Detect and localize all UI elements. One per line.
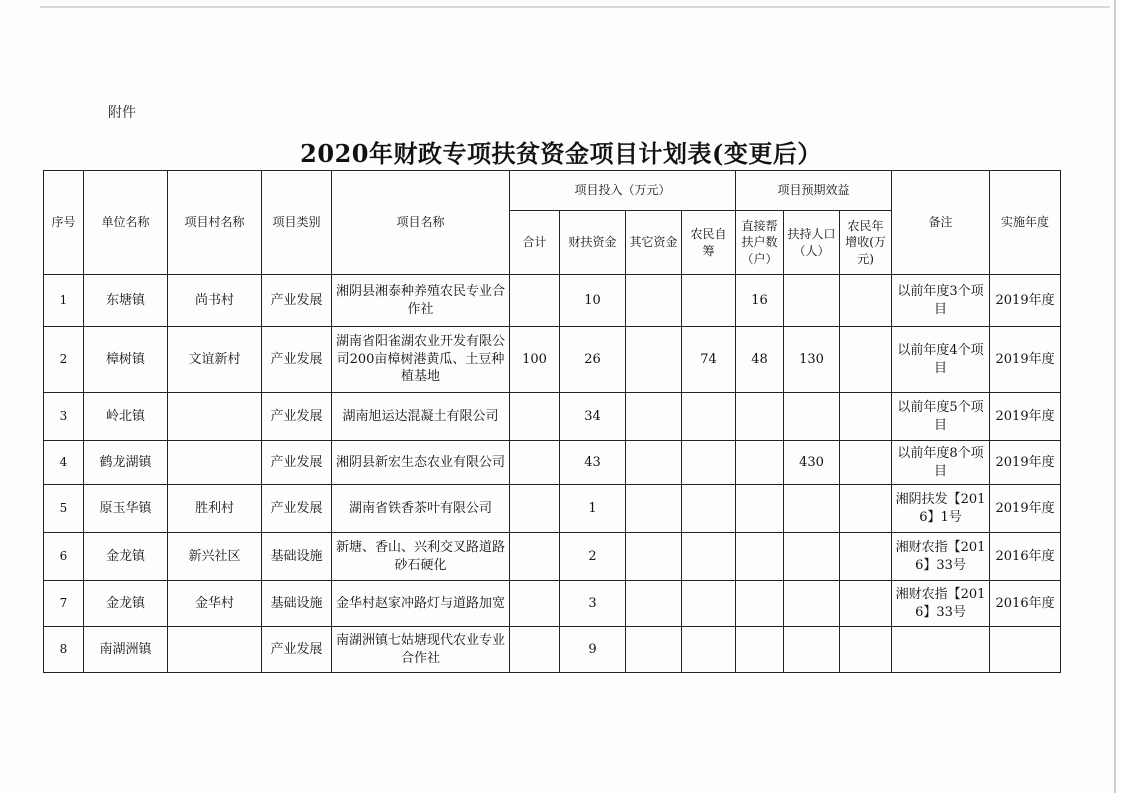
cell-seq: 4 bbox=[44, 441, 84, 485]
cell-fiscal: 1 bbox=[560, 485, 626, 533]
cell-category: 基础设施 bbox=[262, 533, 332, 581]
cell-farmer bbox=[682, 581, 736, 627]
table-row bbox=[44, 581, 1061, 627]
cell-farmer bbox=[682, 627, 736, 673]
cell-households bbox=[736, 627, 784, 673]
cell-fiscal: 43 bbox=[560, 441, 626, 485]
table-row bbox=[44, 441, 1061, 485]
cell-unit: 岭北镇 bbox=[84, 393, 168, 441]
cell-fiscal: 9 bbox=[560, 627, 626, 673]
table-row bbox=[44, 275, 1061, 327]
cell-remarks: 以前年度8个项目 bbox=[892, 441, 990, 485]
cell-seq: 1 bbox=[44, 275, 84, 327]
cell-remarks: 湘阴扶发【2016】1号 bbox=[892, 485, 990, 533]
cell-farmer: 74 bbox=[682, 327, 736, 393]
cell-income bbox=[840, 327, 892, 393]
cell-farmer bbox=[682, 393, 736, 441]
cell-households: 48 bbox=[736, 327, 784, 393]
header-farmer: 农民自筹 bbox=[682, 211, 736, 275]
header-total: 合计 bbox=[510, 211, 560, 275]
cell-project: 湖南省铁香茶叶有限公司 bbox=[332, 485, 510, 533]
cell-other bbox=[626, 327, 682, 393]
header-investment-group: 项目投入（万元） bbox=[510, 171, 736, 211]
header-seq: 序号 bbox=[44, 171, 84, 275]
cell-village: 新兴社区 bbox=[168, 533, 262, 581]
cell-remarks: 湘财农指【2016】33号 bbox=[892, 533, 990, 581]
cell-remarks: 以前年度5个项目 bbox=[892, 393, 990, 441]
cell-year: 2019年度 bbox=[990, 275, 1061, 327]
table-row bbox=[44, 485, 1061, 533]
cell-village bbox=[168, 441, 262, 485]
cell-households bbox=[736, 533, 784, 581]
scan-edge-right bbox=[1114, 0, 1116, 793]
header-category: 项目类别 bbox=[262, 171, 332, 275]
project-plan-table bbox=[43, 170, 1061, 673]
cell-category: 产业发展 bbox=[262, 393, 332, 441]
cell-income bbox=[840, 441, 892, 485]
cell-year: 2016年度 bbox=[990, 533, 1061, 581]
cell-year: 2019年度 bbox=[990, 327, 1061, 393]
cell-fiscal: 10 bbox=[560, 275, 626, 327]
header-unit: 单位名称 bbox=[84, 171, 168, 275]
cell-seq: 8 bbox=[44, 627, 84, 673]
cell-households bbox=[736, 441, 784, 485]
table-row bbox=[44, 393, 1061, 441]
cell-category: 产业发展 bbox=[262, 441, 332, 485]
cell-project: 湘阴县湘泰种养殖农民专业合作社 bbox=[332, 275, 510, 327]
cell-farmer bbox=[682, 485, 736, 533]
cell-category: 产业发展 bbox=[262, 275, 332, 327]
cell-category: 产业发展 bbox=[262, 627, 332, 673]
table-row bbox=[44, 327, 1061, 393]
cell-income bbox=[840, 393, 892, 441]
header-population: 扶持人口（人） bbox=[784, 211, 840, 275]
cell-project: 湘阴县新宏生态农业有限公司 bbox=[332, 441, 510, 485]
cell-farmer bbox=[682, 441, 736, 485]
header-row-1 bbox=[44, 171, 1061, 211]
cell-seq: 3 bbox=[44, 393, 84, 441]
cell-fiscal: 34 bbox=[560, 393, 626, 441]
cell-village: 尚书村 bbox=[168, 275, 262, 327]
cell-year: 2019年度 bbox=[990, 485, 1061, 533]
cell-total bbox=[510, 627, 560, 673]
cell-total bbox=[510, 533, 560, 581]
cell-year: 2019年度 bbox=[990, 441, 1061, 485]
cell-population: 130 bbox=[784, 327, 840, 393]
header-households: 直接帮扶户数（户） bbox=[736, 211, 784, 275]
cell-village: 文谊新村 bbox=[168, 327, 262, 393]
cell-village: 胜利村 bbox=[168, 485, 262, 533]
header-other: 其它资金 bbox=[626, 211, 682, 275]
cell-total bbox=[510, 393, 560, 441]
cell-remarks bbox=[892, 627, 990, 673]
header-year: 实施年度 bbox=[990, 171, 1061, 275]
cell-village: 金华村 bbox=[168, 581, 262, 627]
header-project: 项目名称 bbox=[332, 171, 510, 275]
cell-total bbox=[510, 441, 560, 485]
cell-year: 2016年度 bbox=[990, 581, 1061, 627]
header-income: 农民年增收(万元) bbox=[840, 211, 892, 275]
cell-fiscal: 3 bbox=[560, 581, 626, 627]
cell-project: 湖南旭运达混凝土有限公司 bbox=[332, 393, 510, 441]
header-remarks: 备注 bbox=[892, 171, 990, 275]
cell-unit: 鹤龙湖镇 bbox=[84, 441, 168, 485]
cell-fiscal: 2 bbox=[560, 533, 626, 581]
cell-households bbox=[736, 393, 784, 441]
cell-population bbox=[784, 393, 840, 441]
header-fiscal: 财扶资金 bbox=[560, 211, 626, 275]
cell-remarks: 湘财农指【2016】33号 bbox=[892, 581, 990, 627]
cell-other bbox=[626, 581, 682, 627]
cell-unit: 樟树镇 bbox=[84, 327, 168, 393]
cell-farmer bbox=[682, 533, 736, 581]
cell-fiscal: 26 bbox=[560, 327, 626, 393]
cell-households bbox=[736, 485, 784, 533]
attachment-label: 附件 bbox=[108, 105, 136, 121]
cell-project: 金华村赵家冲路灯与道路加宽 bbox=[332, 581, 510, 627]
cell-project: 湖南省阳雀湖农业开发有限公司200亩樟树港黄瓜、土豆种植基地 bbox=[332, 327, 510, 393]
cell-income bbox=[840, 533, 892, 581]
cell-unit: 南湖洲镇 bbox=[84, 627, 168, 673]
cell-other bbox=[626, 485, 682, 533]
cell-income bbox=[840, 581, 892, 627]
cell-total bbox=[510, 485, 560, 533]
header-village: 项目村名称 bbox=[168, 171, 262, 275]
cell-other bbox=[626, 627, 682, 673]
cell-total bbox=[510, 581, 560, 627]
cell-total: 100 bbox=[510, 327, 560, 393]
cell-population bbox=[784, 275, 840, 327]
cell-seq: 7 bbox=[44, 581, 84, 627]
cell-project: 新塘、香山、兴利交叉路道路砂石硬化 bbox=[332, 533, 510, 581]
cell-category: 基础设施 bbox=[262, 581, 332, 627]
cell-unit: 东塘镇 bbox=[84, 275, 168, 327]
cell-remarks: 以前年度4个项目 bbox=[892, 327, 990, 393]
cell-other bbox=[626, 533, 682, 581]
cell-farmer bbox=[682, 275, 736, 327]
cell-total bbox=[510, 275, 560, 327]
cell-population bbox=[784, 533, 840, 581]
table-body bbox=[44, 275, 1061, 673]
cell-unit: 原玉华镇 bbox=[84, 485, 168, 533]
cell-unit: 金龙镇 bbox=[84, 533, 168, 581]
cell-village bbox=[168, 393, 262, 441]
table-row bbox=[44, 533, 1061, 581]
cell-population bbox=[784, 581, 840, 627]
cell-other bbox=[626, 275, 682, 327]
cell-other bbox=[626, 441, 682, 485]
cell-seq: 5 bbox=[44, 485, 84, 533]
cell-unit: 金龙镇 bbox=[84, 581, 168, 627]
cell-remarks: 以前年度3个项目 bbox=[892, 275, 990, 327]
cell-households bbox=[736, 581, 784, 627]
header-benefit-group: 项目预期效益 bbox=[736, 171, 892, 211]
cell-other bbox=[626, 393, 682, 441]
cell-income bbox=[840, 627, 892, 673]
cell-income bbox=[840, 275, 892, 327]
document-title: 2020年财政专项扶贫资金项目计划表(变更后） bbox=[300, 139, 822, 168]
cell-population: 430 bbox=[784, 441, 840, 485]
cell-households: 16 bbox=[736, 275, 784, 327]
cell-seq: 2 bbox=[44, 327, 84, 393]
cell-village bbox=[168, 627, 262, 673]
cell-year bbox=[990, 627, 1061, 673]
cell-category: 产业发展 bbox=[262, 485, 332, 533]
cell-seq: 6 bbox=[44, 533, 84, 581]
cell-project: 南湖洲镇七姑塘现代农业专业合作社 bbox=[332, 627, 510, 673]
cell-income bbox=[840, 485, 892, 533]
cell-category: 产业发展 bbox=[262, 327, 332, 393]
cell-population bbox=[784, 485, 840, 533]
cell-year: 2019年度 bbox=[990, 393, 1061, 441]
table-row bbox=[44, 627, 1061, 673]
cell-population bbox=[784, 627, 840, 673]
scan-edge-top bbox=[40, 6, 1110, 8]
